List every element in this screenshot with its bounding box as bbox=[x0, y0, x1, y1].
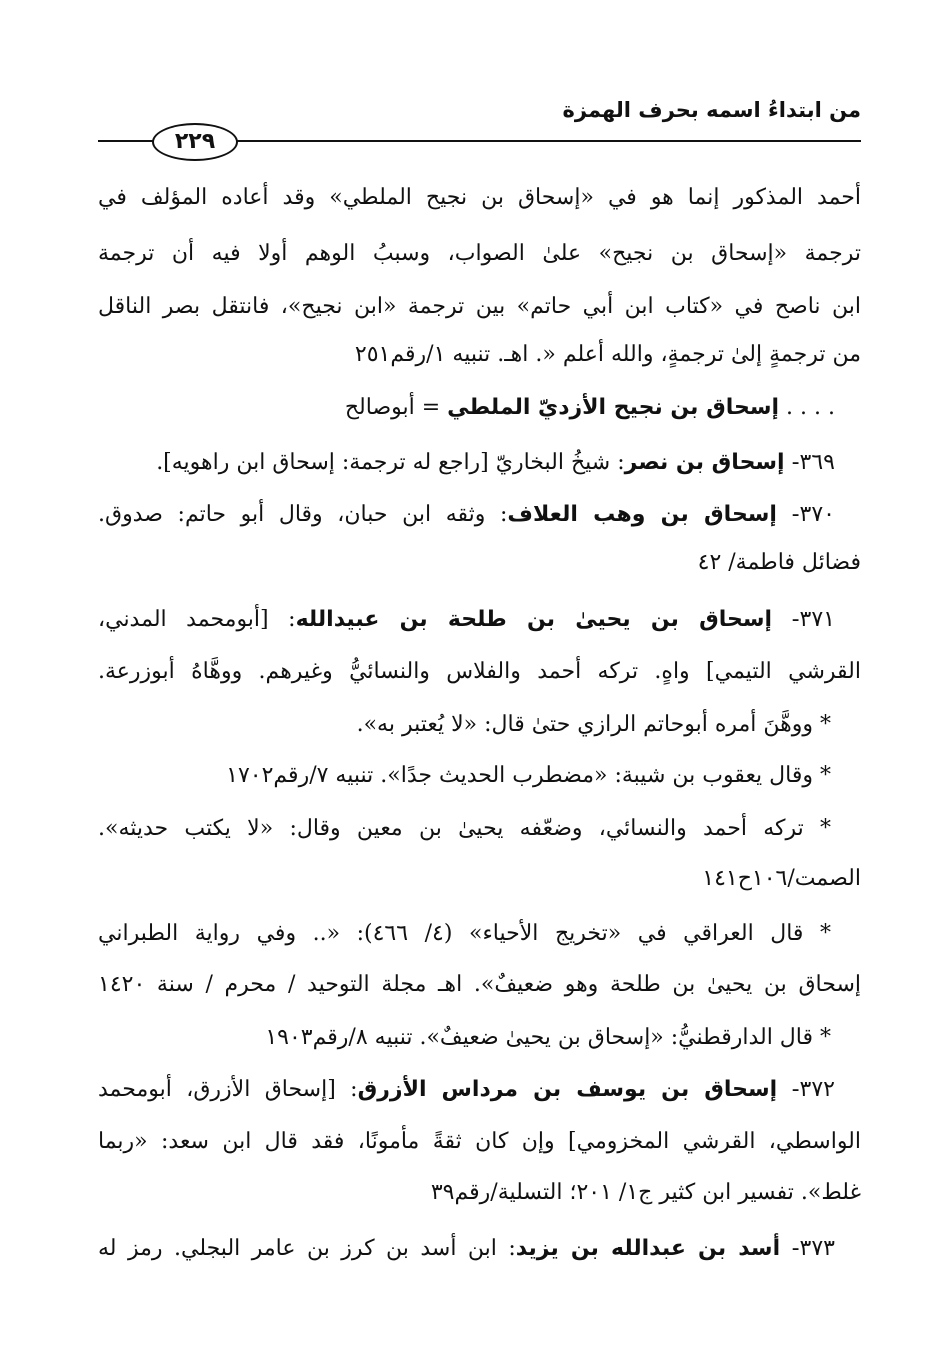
text-line: غلط». تفسير ابن كثير ج١/ ٢٠١؛ التسلية/رقم٣٩ bbox=[430, 1180, 861, 1205]
entry-name: أسد بن عبدالله بن يزيد bbox=[515, 1236, 781, 1261]
entry-text: : وثقه ابن حبان، وقال أبو حاتم: صدوق. bbox=[98, 502, 508, 527]
text-line: أحمد المذكور إنما هو في «إسحاق بن نجيح الملطي» وقد أعاده المؤلف في bbox=[98, 185, 861, 210]
note-line: * قال العراقي في «تخريج الأحياء» (٤/ ٤٦٦): «.. وفي رواية الطبراني bbox=[98, 921, 831, 946]
entry-number: ٣٧٢- bbox=[777, 1077, 835, 1102]
entry-number: ٣٧٠- bbox=[776, 502, 835, 527]
entry-number: ٣٧١- bbox=[772, 607, 835, 632]
entry-369 bbox=[156, 452, 835, 474]
entry-reference: = أبوصالح bbox=[344, 395, 448, 420]
entry-370 bbox=[98, 504, 835, 526]
note-line: * وقال يعقوب بن شيبة: «مضطرب الحديث جدًا». تنبيه ٧/رقم١٧٠٢ bbox=[226, 763, 831, 788]
running-head: من ابتداءُ اسمه بحرف الهمزة bbox=[562, 98, 861, 122]
note-line: * ووهَّنَ أمره أبوحاتم الرازي حتىٰ قال: «لا يُعتبر به». bbox=[356, 712, 831, 737]
text-line: ابن ناصح في «كتاب ابن أبي حاتم» بين ترجمة «ابن نجيح»، فانتقل بصر الناقل bbox=[98, 294, 861, 319]
text-line: القرشي التيمي] واهٍ. تركه أحمد والفلاس والنسائيُّ وغيرهم. ووهَّاهُ أبوزرعة. bbox=[98, 659, 861, 684]
page-number: ٢٢٩ bbox=[152, 123, 238, 161]
entry-text: : [إسحاق الأزرق، أبومحمد bbox=[98, 1077, 358, 1102]
text-line: من ترجمةٍ إلىٰ ترجمةٍ، والله أعلم «. اهـ. تنبيه ١/رقم٢٥١ bbox=[354, 342, 861, 367]
note-line: * قال الدارقطنيُّ: «إسحاق بن يحيىٰ ضعيفٌ». تنبيه ٨/رقم١٩٠٣ bbox=[265, 1025, 831, 1050]
note-line: * تركه أحمد والنسائي، وضعّفه يحيىٰ بن معين وقال: «لا يكتب حديثه». bbox=[98, 816, 831, 841]
entry-text: : [أبومحمد المدني، bbox=[98, 607, 296, 632]
text-line: إسحاق بن يحيىٰ بن طلحة وهو ضعيفٌ». اهـ مجلة التوحيد / محرم / سنة ١٤٢٠ bbox=[98, 972, 861, 997]
text-line: الصمت/١٠٦ح١٤١ bbox=[702, 866, 861, 891]
entry-name: إسحاق بن يوسف بن مرداس الأزرق bbox=[357, 1077, 778, 1102]
ellipsis: . . . . bbox=[779, 395, 835, 420]
text-line: ترجمة «إسحاق بن نجيح» علىٰ الصواب، وسببُ الوهم أولا فيه أن ترجمة bbox=[98, 241, 861, 266]
entry-371 bbox=[98, 609, 835, 631]
entry-text: : ابن أسد بن كرز بن عامر البجلي. رمز له bbox=[98, 1236, 516, 1261]
text-line: فضائل فاطمة/ ٤٢ bbox=[697, 550, 861, 575]
entry-name: إسحاق بن وهب العلاف bbox=[507, 502, 777, 527]
entry-name: إسحاق بن يحيىٰ بن طلحة بن عبيدالله bbox=[295, 607, 773, 632]
entry-name: إسحاق بن نجيح الأزديّ الملطي bbox=[447, 395, 780, 420]
entry-name: إسحاق بن نصر bbox=[624, 450, 785, 475]
text-line: الواسطي، القرشي المخزومي] وإن كان ثقةً مأمونًا، فقد قال ابن سعد: «ربما bbox=[98, 1129, 861, 1154]
entry-number: ٣٧٣- bbox=[780, 1236, 835, 1261]
entry-text: : شيخُ البخاريّ [راجع له ترجمة: إسحاق ابن راهويه]. bbox=[156, 450, 625, 475]
entry-373 bbox=[98, 1238, 835, 1260]
entry-372 bbox=[98, 1079, 835, 1101]
entry-number: ٣٦٩- bbox=[784, 450, 835, 475]
cross-reference-line bbox=[345, 397, 835, 419]
